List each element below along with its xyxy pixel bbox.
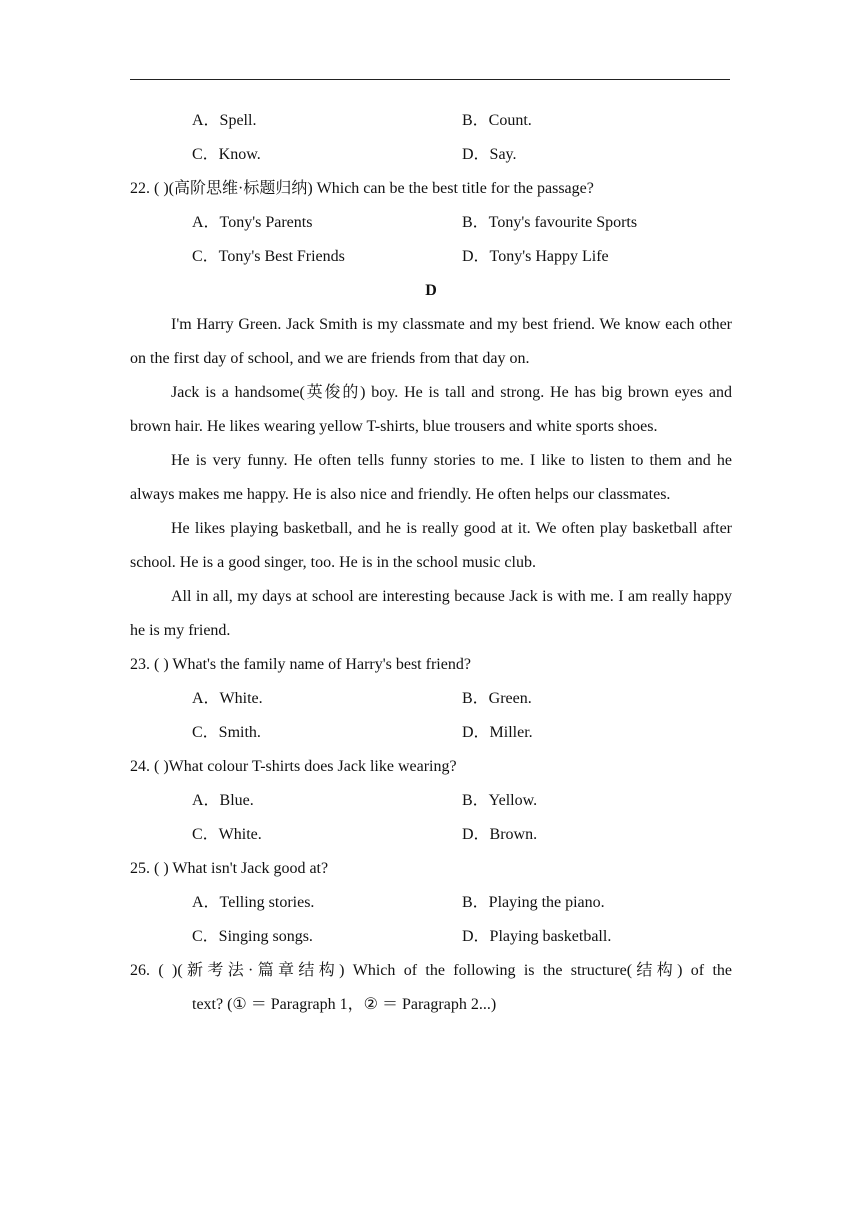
q24-options-row-1 (130, 784, 732, 818)
q24-option-b: B．Yellow. (462, 792, 538, 809)
q26-stem: 26. ( )(新考法·篇章结构) Which of the following is the structure(结构) of the (130, 962, 732, 979)
passage-paragraph-1: I'm Harry Green. Jack Smith is my classmate and my best friend. We know each other on the first day of school, and we are friends from that day on. (130, 316, 732, 367)
q22-option-d: D．Tony's Happy Life (462, 248, 609, 265)
q22-stem: 22. ( )(高阶思维·标题归纳) Which can be the best title for the passage? (130, 180, 594, 197)
q22-option-a: A．Tony's Parents (192, 214, 313, 231)
q23-option-d: D．Miller. (462, 724, 533, 741)
passage-paragraph-5: All in all, my days at school are interesting because Jack is with me. I am really happy he is my friend. (130, 588, 732, 639)
q23-option-c: C．Smith. (192, 724, 261, 741)
q24-option-d: D．Brown. (462, 826, 538, 843)
q23-stem: 23. ( ) What's the family name of Harry's best friend? (130, 656, 471, 673)
q23-options-row-1 (130, 682, 732, 716)
q21-options-row-2 (130, 138, 732, 172)
q23-options-row-2 (130, 716, 732, 750)
q21-option-b: B．Count. (462, 112, 532, 129)
q25-option-a: A．Telling stories. (192, 894, 315, 911)
q25-option-c: C．Singing songs. (192, 928, 313, 945)
header-rule (130, 79, 730, 80)
passage-heading: D (425, 282, 437, 299)
q25-option-d: D．Playing basketball. (462, 928, 612, 945)
q26-stem-continued: text? (① ＝ Paragraph 1，② ＝ Paragraph 2...) (192, 996, 497, 1013)
q23-option-b: B．Green. (462, 690, 532, 707)
q21-option-a: A．Spell. (192, 112, 257, 129)
q24-option-c: C．White. (192, 826, 262, 843)
q22-option-b: B．Tony's favourite Sports (462, 214, 638, 231)
q24-options-row-2 (130, 818, 732, 852)
q23-option-a: A．White. (192, 690, 263, 707)
passage-paragraph-2: Jack is a handsome(英俊的) boy. He is tall and strong. He has big brown eyes and brown hair. He likes wearing yellow T-shirts, blue trousers and white sports shoes. (130, 384, 732, 435)
q21-option-c: C．Know. (192, 146, 261, 163)
q21-option-d: D．Say. (462, 146, 517, 163)
q25-stem: 25. ( ) What isn't Jack good at? (130, 860, 329, 877)
q25-option-b: B．Playing the piano. (462, 894, 605, 911)
q25-options-row-1 (130, 886, 732, 920)
q22-option-c: C．Tony's Best Friends (192, 248, 345, 265)
q21-options-row-1 (130, 104, 732, 138)
q25-options-row-2 (130, 920, 732, 954)
content (130, 104, 732, 1022)
passage-paragraph-3: He is very funny. He often tells funny stories to me. I like to listen to them and he always makes me happy. He is also nice and friendly. He often helps our classmates. (130, 452, 732, 503)
q22-options-row-1 (130, 206, 732, 240)
q24-option-a: A．Blue. (192, 792, 254, 809)
q24-stem: 24. ( )What colour T-shirts does Jack like wearing? (130, 758, 457, 775)
q22-options-row-2 (130, 240, 732, 274)
passage-paragraph-4: He likes playing basketball, and he is really good at it. We often play basketball after school. He is a good singer, too. He is in the school music club. (130, 520, 732, 571)
